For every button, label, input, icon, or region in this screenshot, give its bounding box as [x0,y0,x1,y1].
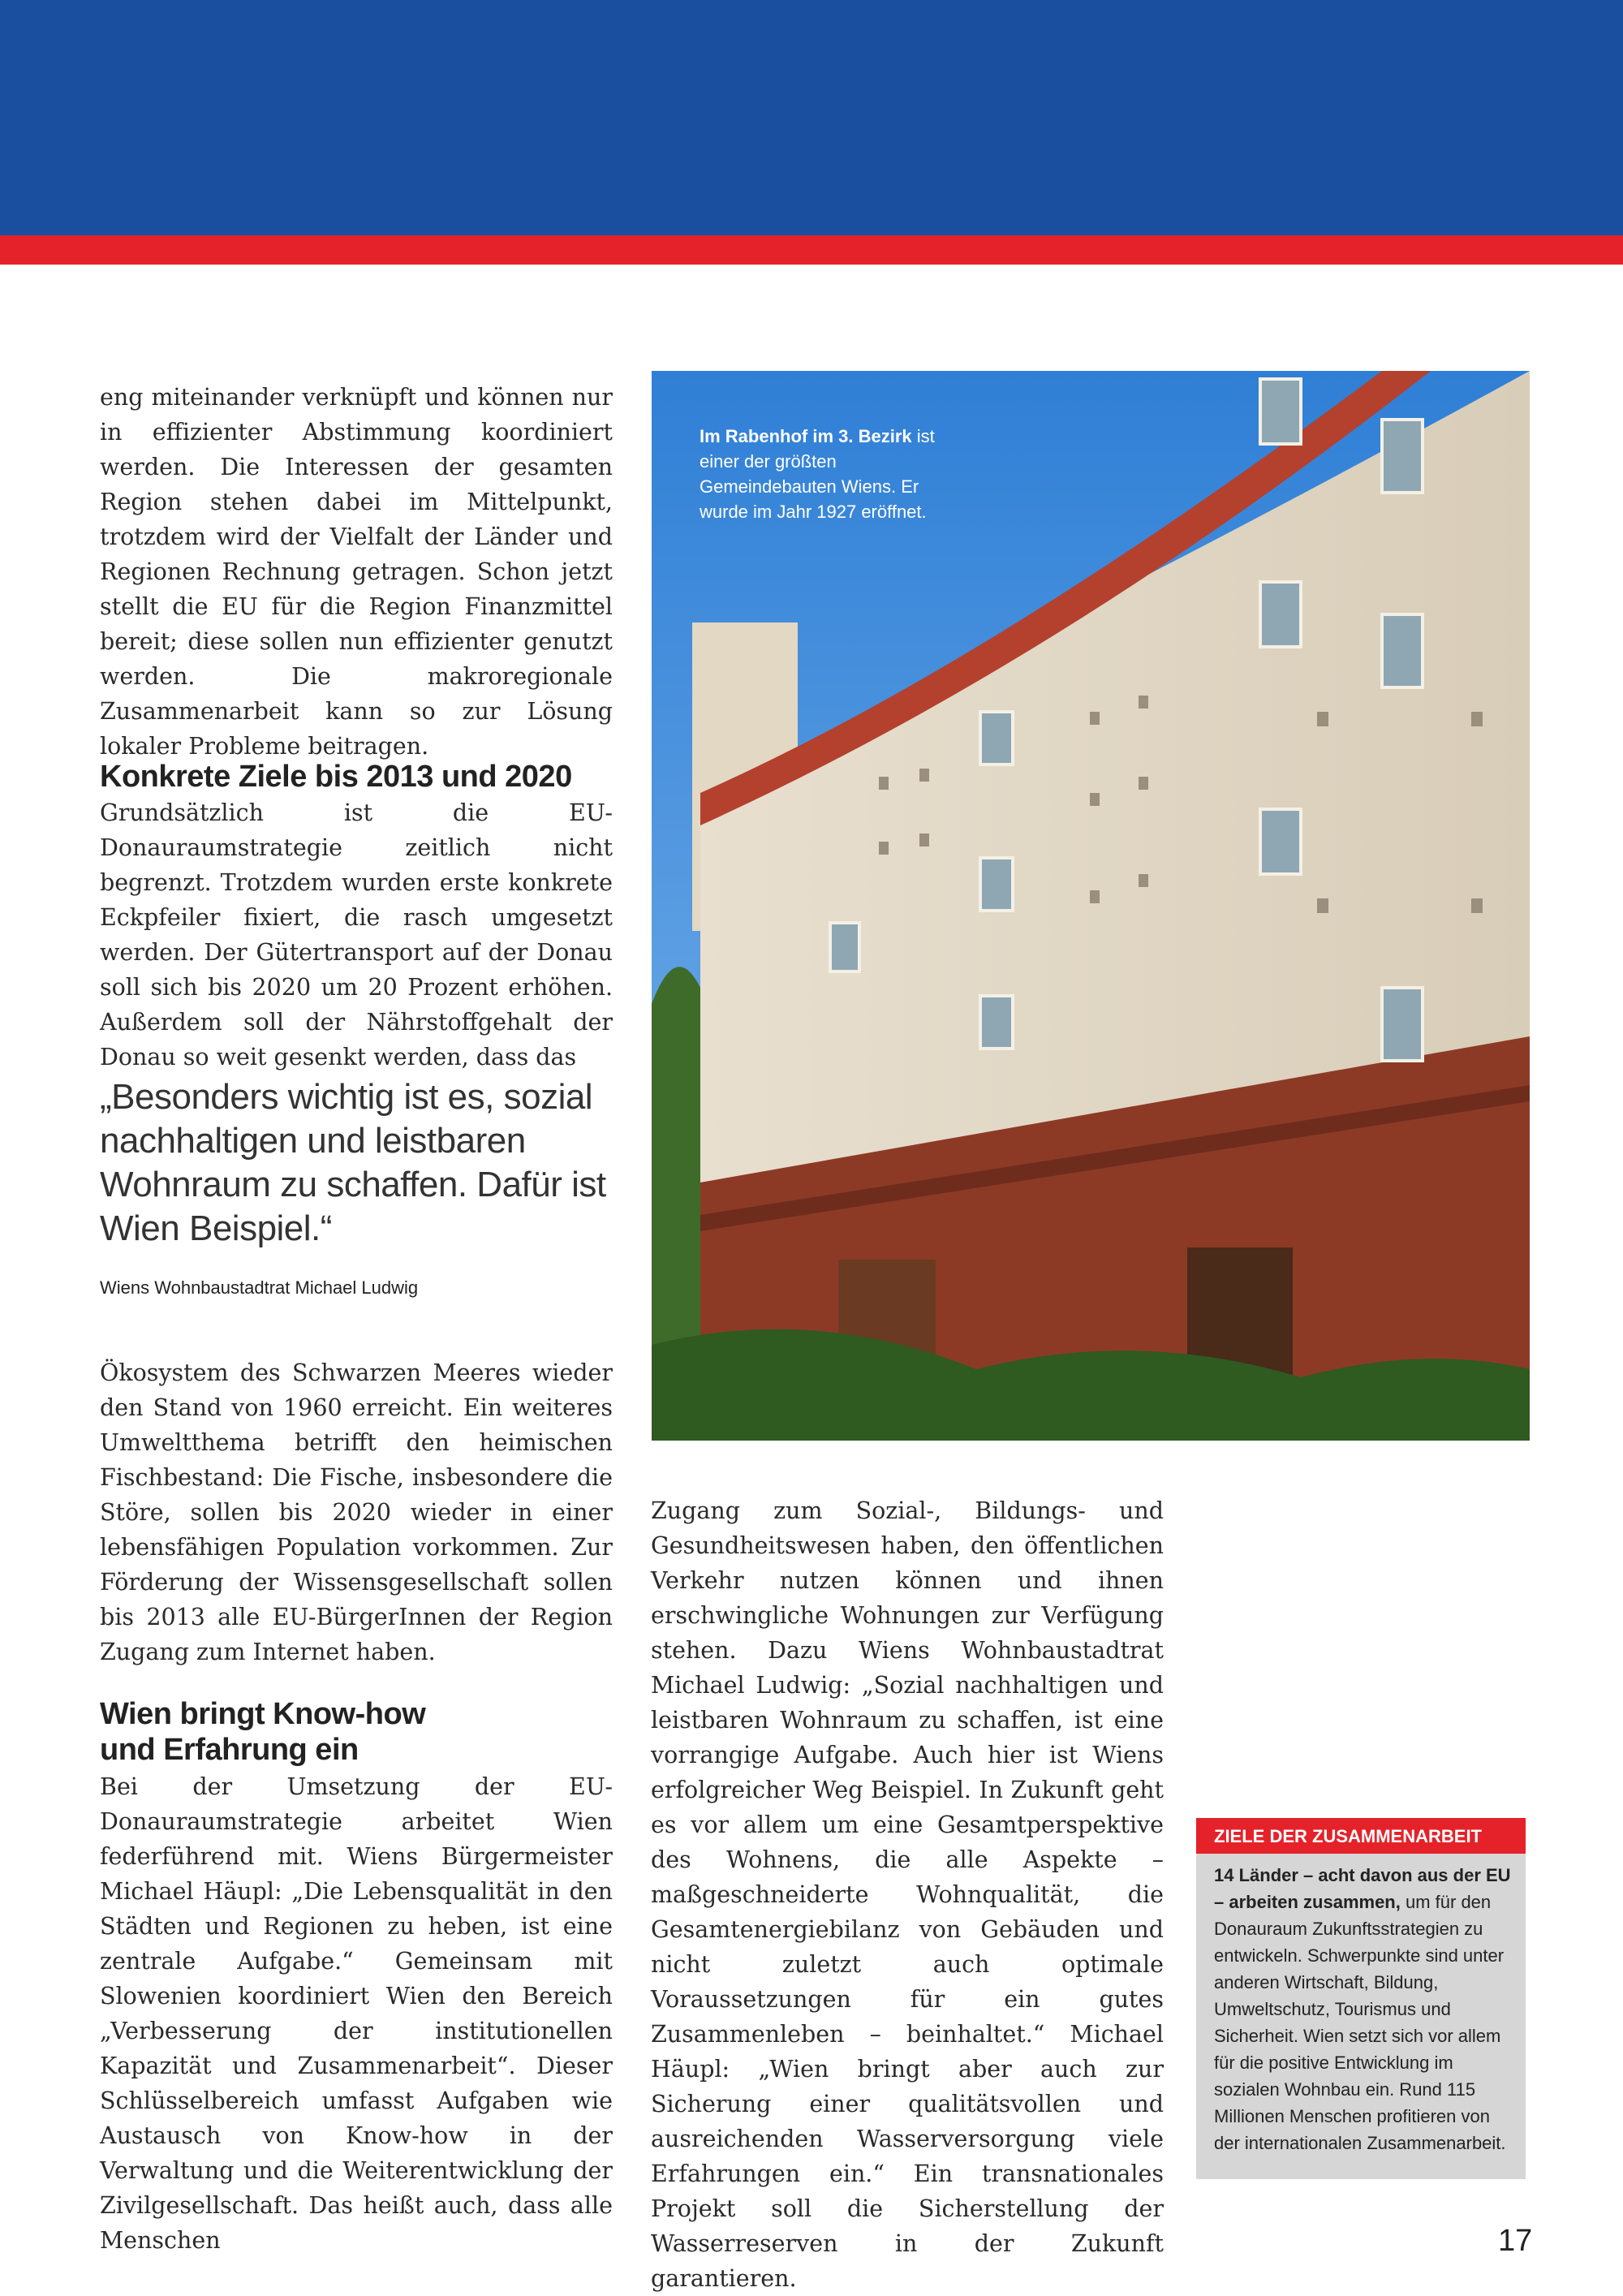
rabenhof-photo [652,371,1530,1441]
photo-caption [700,424,967,524]
page-number: 17 [1498,2224,1533,2258]
heading-vienna-line1: Wien bringt Know-how [100,1697,426,1731]
infobox-title: ZIELE DER ZUSAMMENARBEIT [1196,1818,1526,1854]
goals-paragraph: Grundsätzlich ist die EU-Donauraumstrategie zeitlich nicht begrenzt. Trotzdem wurden erste konkrete Eckpfeiler fixiert, die rasch umgesetzt werden. Der Gütertransport auf der Donau soll sich bis 2020 um 20 Prozent erhöhen. Außerdem soll der Nährstoffgehalt der Donau so weit gesenkt werden, dass das [100,799,613,1070]
header-bar [0,0,1623,235]
intro-paragraph: eng miteinander verknüpft und können nur in effizienter Abstimmung koordiniert werden. Die Interessen der gesamten Region stehen dabei im Mittelpunkt, trotzdem wird der Vielfalt der Länder und Regionen Rechnung getragen. Schon jetzt stellt die EU für die Region Finanzmittel bereit; diese sollen nun effizienter genutzt werden. Die makroregionale Zusammenarbeit kann so zur Lösung lokaler Probleme beitragen. [100,384,613,760]
heading-vienna [100,1696,425,1768]
pull-quote: „Besonders wichtig ist es, sozial nachhaltigen und leistbaren Wohnraum zu schaffen. Dafür ist Wien Beispiel.“ [100,1077,606,1248]
heading-vienna-line2: und Erfahrung ein [100,1733,359,1767]
vienna-paragraph: Bei der Umsetzung der EU-Donauraumstrategie arbeitet Wien federführend mit. Wiens Bürgermeister Michael Häupl: „Die Lebensqualität in den Städten und Regionen zu heben, ist eine zentrale Aufgabe.“ Gemeinsam mit Slowenien koordiniert Wien den Bereich „Verbesserung der institutionellen Kapazität und Zusammenarbeit“. Dieser Schlüsselbereich umfasst Aufgaben wie Austausch von Know-how in der Verwaltung und die Weiterentwicklung der Zivilgesellschaft. Das heißt auch, dass alle Menschen [100,1773,613,2254]
continued-paragraph: Ökosystem des Schwarzen Meeres wieder den Stand von 1960 erreicht. Ein weiteres Umweltthema betrifft den heimischen Fischbestand: Die Fische, insbesondere die Störe, sollen bis 2020 wieder in einer lebensfähigen Population vorkommen. Zur Förderung der Wissensgesellschaft sollen bis 2013 alle EU-BürgerInnen der Region Zugang zum Internet haben. [100,1359,613,1665]
pull-quote-author: Wiens Wohnbaustadtrat Michael Ludwig [100,1277,419,1298]
building-illustration [652,371,1530,1441]
middle-paragraph: Zugang zum Sozial-, Bildungs- und Gesundheitswesen haben, den öffentlichen Verkehr nutzen können und ihnen erschwingliche Wohnungen zur Verfügung stehen. Dazu Wiens Wohnbaustadtrat Michael Ludwig: „Sozial nachhaltigen und leistbaren Wohnraum zu schaffen, ist eine vorrangige Aufgabe. Auch hier ist Wiens erfolgreicher Weg Beispiel. In Zukunft geht es vor allem um eine Gesamtperspektive des Wohnens, die alle Aspekte – maßgeschneiderte Wohnqualität, die Gesamtenergiebilanz von Gebäuden und nicht zuletzt auch optimale Voraussetzungen für ein gutes Zusammenleben – beinhaltet.“ Michael Häupl: „Wien bringt aber auch zur Sicherung einer qualitätsvollen und ausreichenden Wasserversorgung viele Erfahrungen ein.“ Ein transnationales Projekt soll die Sicherstellung der Wasserreserven in der Zukunft garantieren. [651,1497,1164,2292]
caption-rest: ist einer der größten Gemeindebauten Wiens. Er wurde im Jahr 1927 eröffnet. [700,426,935,522]
middle-column [651,1493,1164,2296]
infobox-text: um für den Donauraum Zukunftsstrategien zu entwickeln. Schwerpunkte sind unter anderen Wirtschaft, Bildung, Umweltschutz, Tourismus und Sicherheit. Wien setzt sich vor allem für die positive Entwicklung im sozialen Wohnbau ein. Rund 115 Millionen Menschen profitieren von der internationalen Zusammenarbeit. [1214,1892,1506,2153]
infobox-lead: 14 Länder – acht davon aus der EU – arbeiten zusammen, [1214,1865,1511,1912]
infobox-body [1214,1862,1514,2156]
header-stripe [0,235,1623,265]
heading-goals: Konkrete Ziele bis 2013 und 2020 [100,760,572,794]
left-column-intro [100,380,613,764]
infobox [1196,1818,1526,2179]
left-column-continued [100,1355,613,1669]
caption-bold: Im Rabenhof im 3. Bezirk [700,426,912,446]
left-column-goals [100,795,613,1075]
left-column-vienna [100,1769,613,2258]
